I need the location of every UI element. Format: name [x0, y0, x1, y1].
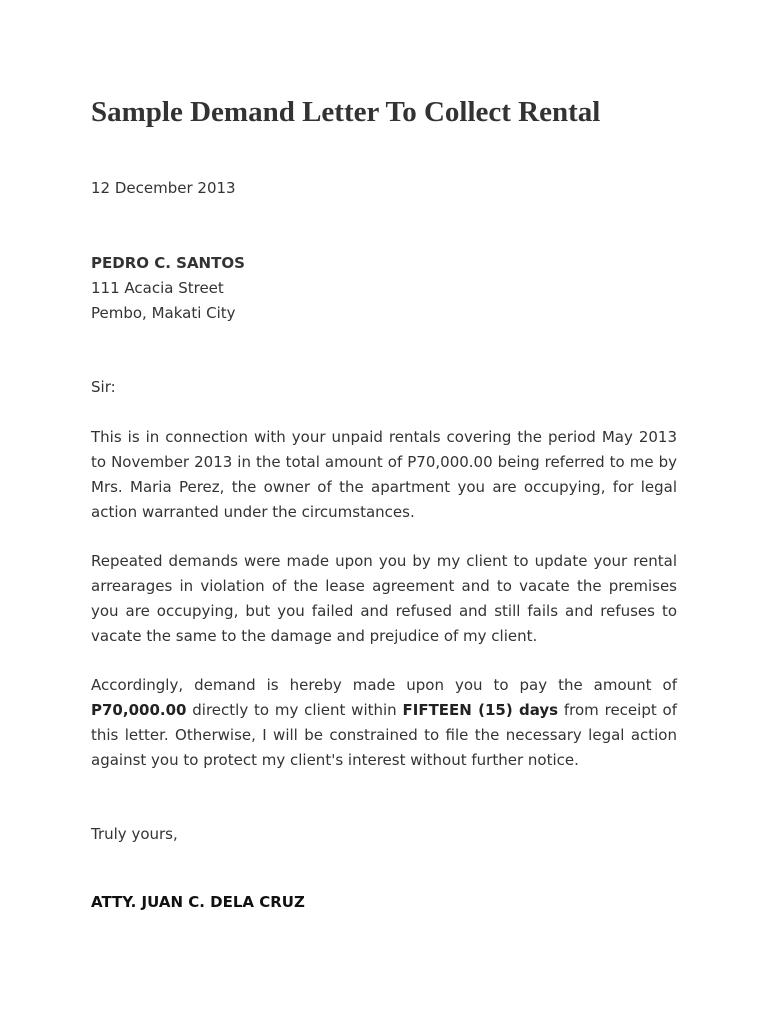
letter-date: 12 December 2013 — [91, 179, 236, 197]
paragraph-1: This is in connection with your unpaid rentals covering the period May 2013 to November 2013 in the total amount of P70,000.00 being referred to me by Mrs. Maria Perez, the owner of the apartment you are occupying, for legal action warranted under the circumstances. — [91, 428, 677, 521]
paragraph-3-text-1: Accordingly, demand is hereby made upon you to pay the amount of — [91, 676, 677, 694]
recipient-city: Pembo, Makati City — [91, 304, 236, 322]
paragraph-3-text-2: directly to my client within — [186, 701, 403, 719]
paragraph-3 — [91, 673, 677, 773]
demand-deadline: FIFTEEN (15) days — [402, 701, 559, 719]
salutation: Sir: — [91, 378, 116, 396]
recipient-street: 111 Acacia Street — [91, 279, 224, 297]
paragraph-3-text-3: from receipt of this letter. Otherwise, I will be constrained to file the necessary legal action against you to protect my client's interest without further notice. — [91, 701, 677, 769]
recipient-name: PEDRO C. SANTOS — [91, 254, 245, 272]
recipient-address — [91, 251, 677, 326]
closing: Truly yours, — [91, 825, 178, 843]
paragraph-2: Repeated demands were made upon you by my client to update your rental arrearages in violation of the lease agreement and to vacate the premises you are occupying, but you failed and refused and still fails and refuses to vacate the same to the damage and prejudice of my client. — [91, 552, 677, 645]
signature-name: ATTY. JUAN C. DELA CRUZ — [91, 893, 305, 911]
document-title: Sample Demand Letter To Collect Rental — [91, 96, 601, 128]
demand-amount: P70,000.00 — [91, 701, 187, 719]
